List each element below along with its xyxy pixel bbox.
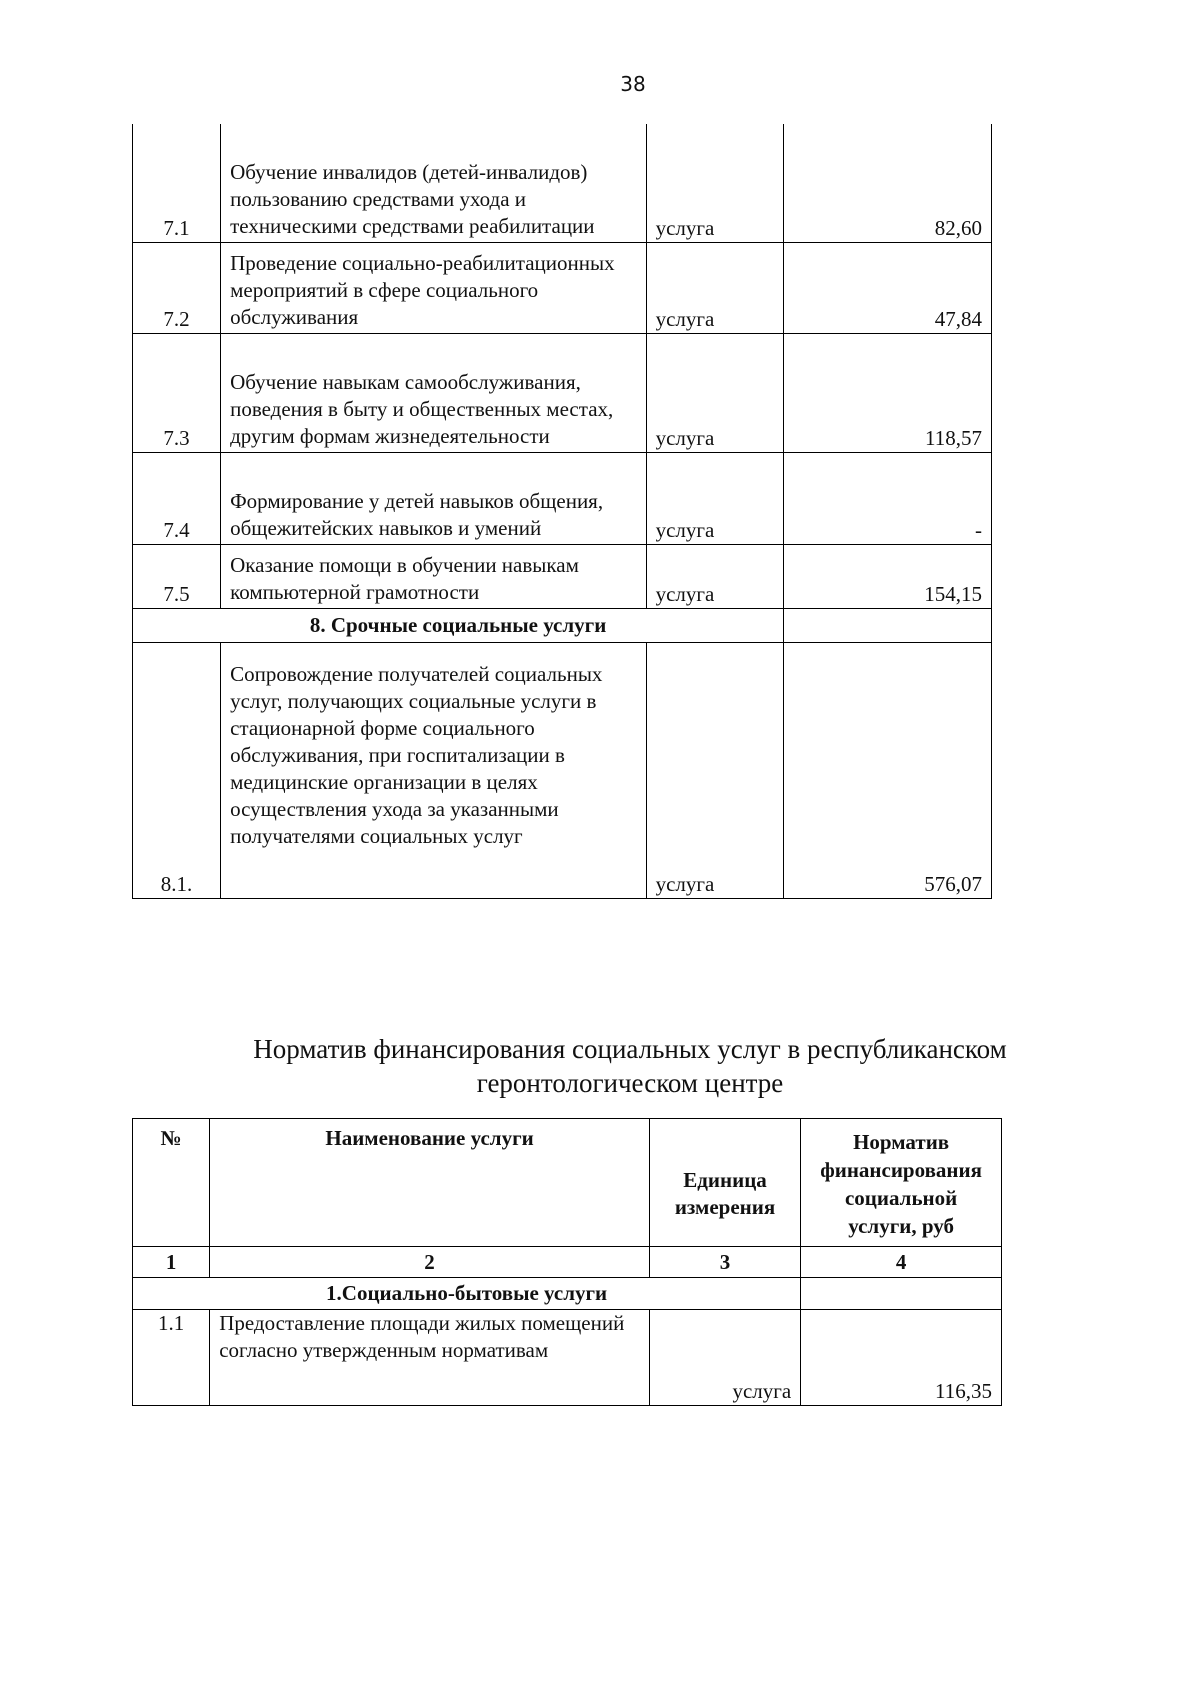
column-number: 2 [210,1247,650,1278]
page-number: 38 [620,72,646,96]
row-number: 1.1 [133,1310,210,1406]
section-title: 8. Срочные социальные услуги [133,608,784,642]
header-row [133,1119,1002,1247]
column-number-row [133,1247,1002,1278]
value-cell: 118,57 [784,333,992,452]
value-cell: 116,35 [801,1310,1002,1406]
services-table-continued [132,124,992,899]
row-number: 7.4 [133,452,221,544]
section-row [133,608,992,642]
service-name: Предоставление площади жилых помещений согласно утвержденным нормативам [210,1310,650,1406]
table-row [133,642,992,898]
column-number: 4 [801,1247,1002,1278]
section-row [133,1278,1002,1310]
row-number: 7.5 [133,544,221,608]
unit-cell: услуга [646,642,784,898]
value-cell: - [784,452,992,544]
header-norm: Норматив финансирования социальной услуги, руб [801,1119,1002,1247]
unit-cell: услуга [646,242,784,333]
value-cell: 82,60 [784,124,992,242]
header-number: № [133,1119,210,1247]
service-name: Сопровождение получателей социальных услуг, получающих социальные услуги в стационарной форме социального обслуживания, при госпитализации в медицинские организации в целях осуществления ухода за указанными получателями социальных услуг [221,642,646,898]
header-name: Наименование услуги [210,1119,650,1247]
row-number: 8.1. [133,642,221,898]
value-cell: 47,84 [784,242,992,333]
unit-cell: услуга [646,452,784,544]
table-row [133,124,992,242]
value-cell: 576,07 [784,642,992,898]
unit-cell: услуга [646,124,784,242]
section-title: 1.Социально-бытовые услуги [133,1278,801,1310]
table-row [133,242,992,333]
unit-cell: услуга [646,333,784,452]
service-name: Оказание помощи в обучении навыкам компьютерной грамотности [221,544,646,608]
row-number: 7.2 [133,242,221,333]
column-number: 1 [133,1247,210,1278]
header-unit: Единица измерения [649,1119,800,1247]
value-cell [801,1278,1002,1310]
value-cell: 154,15 [784,544,992,608]
table-row [133,544,992,608]
service-name: Проведение социально-реабилитационных мероприятий в сфере социального обслуживания [221,242,646,333]
value-cell [784,608,992,642]
column-number: 3 [649,1247,800,1278]
table-row [133,452,992,544]
row-number: 7.1 [133,124,221,242]
table-caption: Норматив финансирования социальных услуг в республиканском геронтологическом центре [253,1034,1007,1098]
unit-cell: услуга [649,1310,800,1406]
table-row [133,1310,1002,1406]
row-number: 7.3 [133,333,221,452]
unit-cell: услуга [646,544,784,608]
table-row [133,333,992,452]
financing-norms-table [132,1118,1002,1406]
service-name: Обучение навыкам самообслуживания, поведения в быту и общественных местах, другим формам жизнедеятельности [221,333,646,452]
service-name: Обучение инвалидов (детей-инвалидов) пользованию средствами ухода и техническими средствами реабилитации [221,124,646,242]
service-name: Формирование у детей навыков общения, общежитейских навыков и умений [221,452,646,544]
